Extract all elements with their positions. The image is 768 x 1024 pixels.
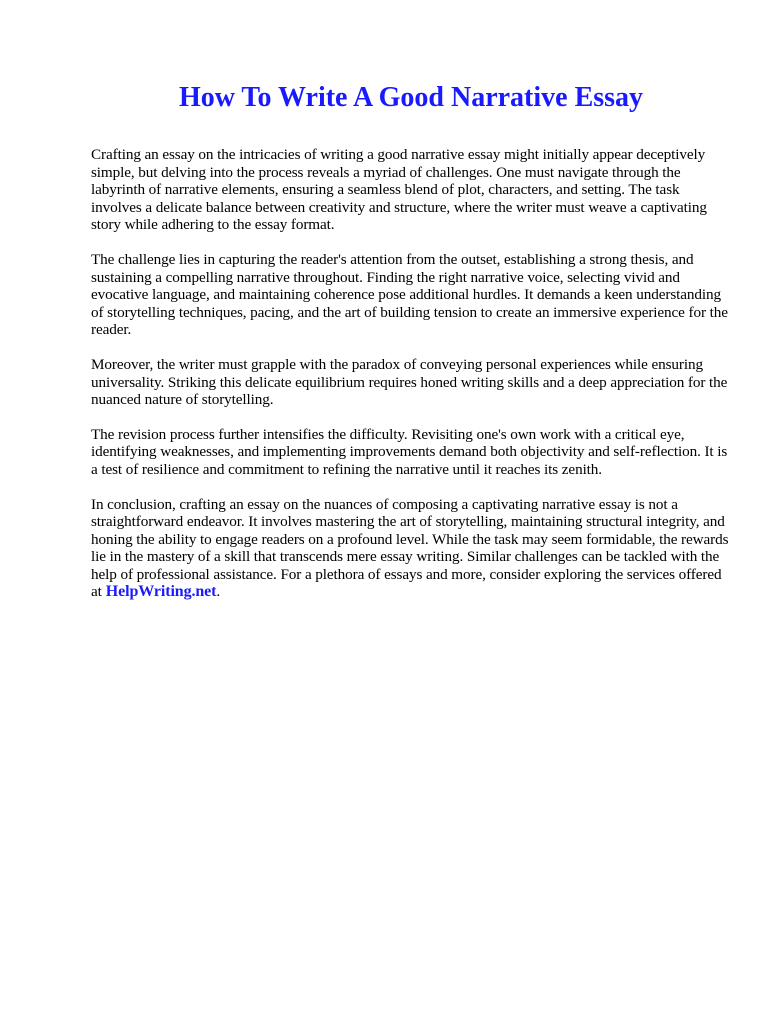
conclusion-period: . xyxy=(216,583,221,601)
paragraph-challenge: The challenge lies in capturing the reader's attention from the outset, establishing a strong thesis, and sustaining a compelling narrative throughout. Finding the right narrative voice, selecting vivid and evocative language, and maintaining coherence pose additional hurdles. It demands a keen understanding of storytelling techniques, pacing, and the art of building tension to create an immersive experience for the reader. xyxy=(91,250,728,339)
paragraph-intro: Crafting an essay on the intricacies of writing a good narrative essay might initially appear deceptively simple, but delving into the process reveals a myriad of challenges. One must navigate through the labyrinth of narrative elements, ensuring a seamless blend of plot, characters, and setting. The task involves a delicate balance between creativity and structure, where the writer must weave a captivating story while adhering to the essay format. xyxy=(91,146,707,234)
conclusion-text: In conclusion, crafting an essay on the nuances of composing a captivating narrative essay is not a straightforward endeavor. It involves mastering the art of storytelling, maintaining structural integrity, and honing the ability to engage readers on a profound level. While the task may seem formidable, the rewards lie in the mastery of a skill that transcends mere essay writing. Similar challenges can be tackled with the help of professional assistance. For a plethora of essays and more, consider exploring the services offered at xyxy=(91,495,729,601)
paragraph-revision: The revision process further intensifies the difficulty. Revisiting one's own work with a critical eye, identifying weaknesses, and implementing improvements demand both objectivity and self-reflection. It is a test of resilience and commitment to refining the narrative until it reaches its zenith. xyxy=(91,425,728,478)
essay-body xyxy=(91,146,731,618)
paragraph-paradox: Moreover, the writer must grapple with the paradox of conveying personal experiences while ensuring universality. Striking this delicate equilibrium requires honed writing skills and a deep appreciation for the nuanced nature of storytelling. xyxy=(91,355,728,409)
page-title: How To Write A Good Narrative Essay xyxy=(178,82,644,113)
paragraph-conclusion xyxy=(91,496,731,602)
helpwriting-link[interactable]: HelpWriting.net xyxy=(105,583,217,601)
